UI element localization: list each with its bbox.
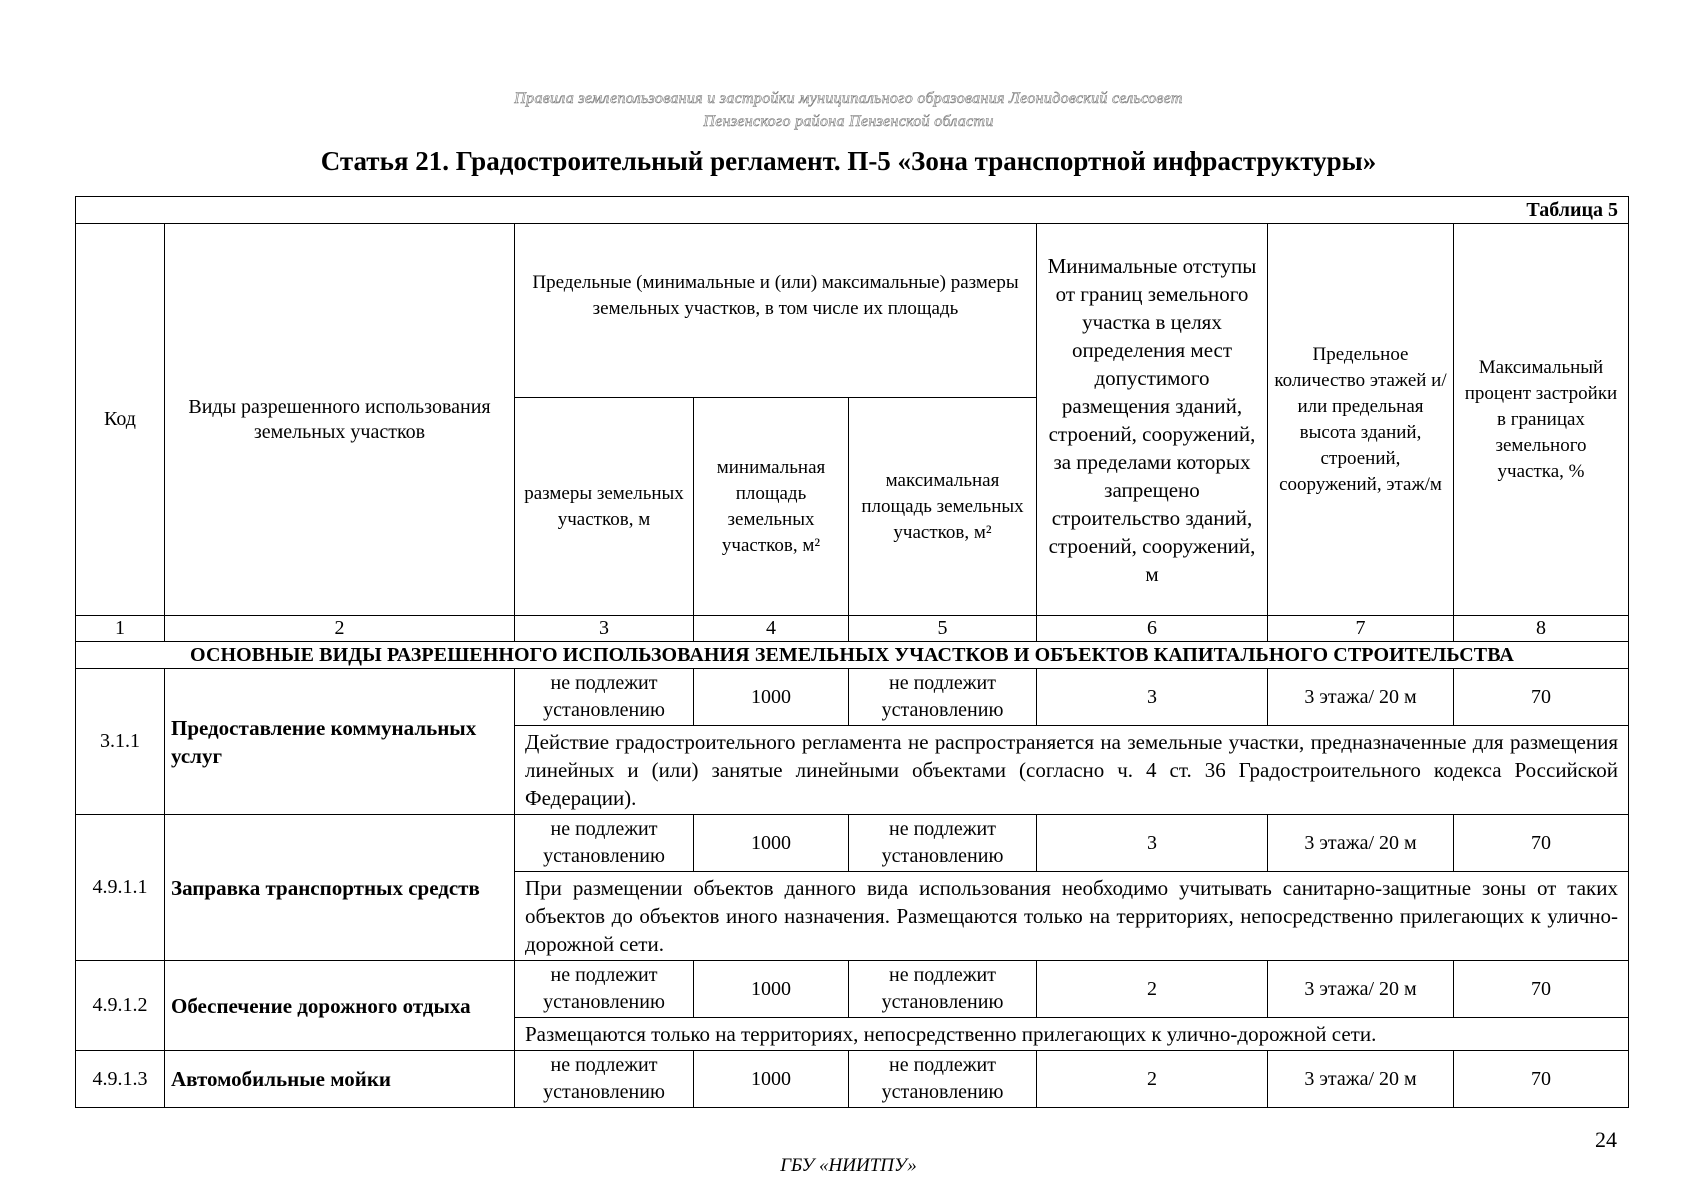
row-note: Размещаются только на территориях, непосредственно прилегающих к улично-дорожной сети.	[515, 1018, 1629, 1051]
row-sizes: не подлежит установлению	[515, 961, 694, 1018]
row-setback: 3	[1037, 815, 1268, 872]
row-floors: 3 этажа/ 20 м	[1268, 1051, 1454, 1108]
col-number: 2	[165, 616, 515, 642]
row-coverage: 70	[1454, 669, 1629, 726]
row-max-area: не подлежит установлению	[849, 1051, 1037, 1108]
col-number: 4	[694, 616, 849, 642]
page-number: 24	[1595, 1127, 1617, 1152]
row-max-area: не подлежит установлению	[849, 815, 1037, 872]
row-kind-name: Автомобильные мойки	[165, 1051, 515, 1108]
article-title: Статья 21. Градостроительный регламент. П-5 «Зона транспортной инфраструктуры»	[320, 146, 1377, 176]
row-floors: 3 этажа/ 20 м	[1268, 815, 1454, 872]
row-floors: 3 этажа/ 20 м	[1268, 669, 1454, 726]
row-note: Действие градостроительного регламента не распространяется на земельные участки, предназначенные для размещения линейных и (или) занятые линейными объектами (согласно ч. 4 ст. 36 Градостроительного кодекса Российской Федерации).	[515, 726, 1629, 815]
col-number: 1	[76, 616, 165, 642]
header-coverage: Максимальный процент застройки в границах земельного участка, %	[1454, 224, 1629, 616]
row-min-area: 1000	[694, 815, 849, 872]
row-max-area: не подлежит установлению	[849, 961, 1037, 1018]
row-note: При размещении объектов данного вида использования необходимо учитывать санитарно-защитные зоны от таких объектов до объектов иного назначения. Размещаются только на территориях, непосредственно прилегающих к улично-дорожной сети.	[515, 872, 1629, 961]
row-code: 3.1.1	[76, 669, 165, 815]
row-code: 4.9.1.3	[76, 1051, 165, 1108]
row-max-area: не подлежит установлению	[849, 669, 1037, 726]
regulation-table	[75, 196, 1629, 1108]
header-sizes-group: Предельные (минимальные и (или) максимальные) размеры земельных участков, в том числе их площадь	[515, 224, 1037, 398]
col-number: 6	[1037, 616, 1268, 642]
section-heading: ОСНОВНЫЕ ВИДЫ РАЗРЕШЕННОГО ИСПОЛЬЗОВАНИЯ ЗЕМЕЛЬНЫХ УЧАСТКОВ И ОБЪЕКТОВ КАПИТАЛЬНОГО СТРОИТЕЛЬСТВА	[76, 642, 1629, 669]
running-header-line-2: Пензенского района Пензенской области	[703, 113, 994, 130]
col-number: 8	[1454, 616, 1629, 642]
header-sizes: размеры земельных участков, м	[515, 398, 694, 616]
row-coverage: 70	[1454, 815, 1629, 872]
header-min-area: минимальная площадь земельных участков, м²	[694, 398, 849, 616]
col-number: 7	[1268, 616, 1454, 642]
row-kind-name: Заправка транспортных средств	[165, 815, 515, 961]
row-sizes: не подлежит установлению	[515, 815, 694, 872]
header-setback: Минимальные отступы от границ земельного участка в целях определения мест допустимого размещения зданий, строений, сооружений, за пределами которых запрещено строительство зданий, строений, сооружений, м	[1037, 224, 1268, 616]
running-header-line-1: Правила землепользования и застройки муниципального образования Леонидовский сельсовет	[514, 90, 1183, 107]
col-number: 3	[515, 616, 694, 642]
row-coverage: 70	[1454, 961, 1629, 1018]
footer-organization: ГБУ «НИИТПУ»	[780, 1155, 917, 1176]
row-sizes: не подлежит установлению	[515, 669, 694, 726]
header-floors: Предельное количество этажей и/или предельная высота зданий, строений, сооружений, этаж/м	[1268, 224, 1454, 616]
table-row	[76, 1051, 1629, 1108]
header-code: Код	[76, 224, 165, 616]
header-max-area: максимальная площадь земельных участков, м²	[849, 398, 1037, 616]
row-code: 4.9.1.2	[76, 961, 165, 1051]
table-row	[76, 669, 1629, 726]
row-min-area: 1000	[694, 961, 849, 1018]
row-floors: 3 этажа/ 20 м	[1268, 961, 1454, 1018]
row-min-area: 1000	[694, 669, 849, 726]
row-code: 4.9.1.1	[76, 815, 165, 961]
table-row	[76, 961, 1629, 1018]
row-setback: 2	[1037, 961, 1268, 1018]
row-kind-name: Обеспечение дорожного отдыха	[165, 961, 515, 1051]
col-number: 5	[849, 616, 1037, 642]
header-kind: Виды разрешенного использования земельных участков	[165, 224, 515, 616]
row-setback: 3	[1037, 669, 1268, 726]
table-label: Таблица 5	[76, 197, 1629, 224]
row-kind-name: Предоставление коммунальных услуг	[165, 669, 515, 815]
table-row	[76, 815, 1629, 872]
row-coverage: 70	[1454, 1051, 1629, 1108]
row-setback: 2	[1037, 1051, 1268, 1108]
row-min-area: 1000	[694, 1051, 849, 1108]
row-sizes: не подлежит установлению	[515, 1051, 694, 1108]
